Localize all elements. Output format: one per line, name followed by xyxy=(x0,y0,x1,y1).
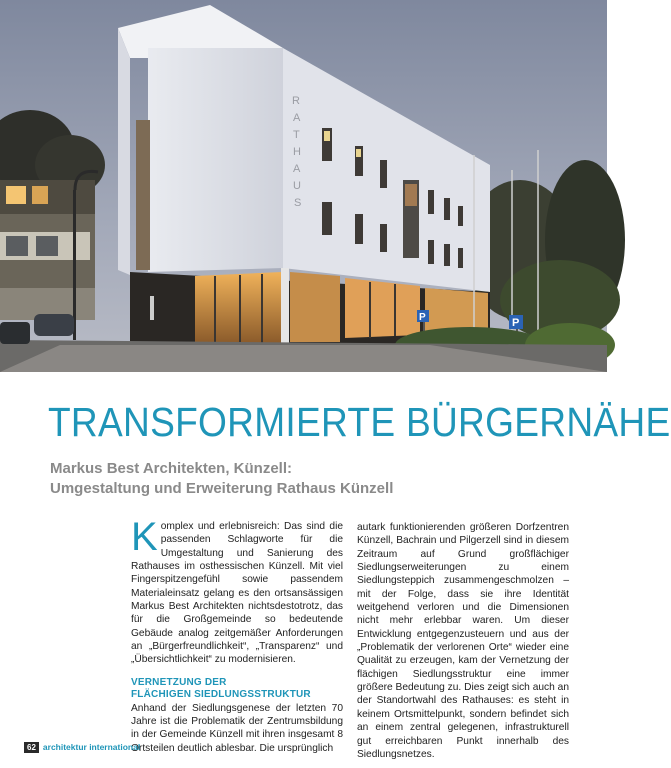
subtitle-line: Umgestaltung und Erweiterung Rathaus Künzell xyxy=(50,480,394,497)
drop-cap: K xyxy=(131,515,158,559)
page-number: 62 xyxy=(24,742,39,753)
section-heading-line: VERNETZUNG DER xyxy=(131,676,227,688)
intro-paragraph: omplex und erlebnisreich: Das sind die passenden Schlagworte für die Umgestaltung und Sanierung des Rathauses im osthessischen Künzell. Mit viel Fingerspitzengefühl sowie passendem Materialeinsatz gelang es den ortsansässigen Markus Best Architekten nichtsdestotrotz, das für die Großgemeinde so bedeutende Gebäude analog zeitgemäßer Anforderungen an „Bürgerfreundlichkeit“, „Transparenz“ und „Übersichtlichkeit“ zu modernisieren. xyxy=(131,521,343,666)
facade-letter: H xyxy=(293,146,301,158)
page-footer xyxy=(24,741,140,753)
magazine-name: architektur international xyxy=(42,742,141,752)
facade-letter: S xyxy=(294,197,302,209)
facade-letter: A xyxy=(293,163,301,175)
section-heading-line: FLÄCHIGEN SIEDLUNGSSTRUKTUR xyxy=(131,689,311,701)
facade-letter: R xyxy=(292,95,300,107)
parking-sign-letter: P xyxy=(512,317,520,329)
building-photo xyxy=(0,0,607,372)
article-subtitle xyxy=(50,459,570,499)
subtitle-line: Markus Best Architekten, Künzell: xyxy=(50,460,292,477)
facade-letter: A xyxy=(293,112,301,124)
parking-sign-letter: P xyxy=(419,312,426,323)
column-2-paragraph: autark funktionierenden größeren Dorfzentren Künzell, Bachrain und Pilgerzell sind in diesem Zeitraum auf Grund großflächiger Siedlungserweiterungen zu einem Siedlungsteppich zusammengeschmolzen – mit der Folge, dass sie ihre Identität weitgehend verloren und die Dimensionen nicht mehr erlebbar waren. Um dieser Entwicklung entgegenzusteuern und aus der „Problematik der verlorenen Orte“ wieder eine Qualität zu erzeugen, kam der Vernetzung der flächigen Siedlungsstruktur eine immer größere Bedeutung zu. Dies zeigt sich auch an der Standortwahl des Rathauses: es steht in keinem Ortsmittelpunkt, sondern befindet sich an einem zentral gelegenen, infrastrukturell gut erreichbaren Punkt innerhalb des Siedlungsnetzes. xyxy=(357,522,569,760)
facade-letter: U xyxy=(293,180,301,192)
text-column-2 xyxy=(357,521,569,761)
article-title: TRANSFORMIERTE BÜRGERNÄHE xyxy=(48,399,671,445)
facade-letter: T xyxy=(293,129,300,141)
section-paragraph: Anhand der Siedlungsgenese der letzten 70 Jahre ist die Problematik der Zentrumsbildung in der Gemeinde Künzell mit ihren insgesamt 8 Ortsteilen deutlich ablesbar. Die ursprünglich xyxy=(131,702,343,754)
rathaus-photo xyxy=(0,0,607,372)
text-column-1 xyxy=(131,515,343,755)
section-heading xyxy=(131,677,343,702)
